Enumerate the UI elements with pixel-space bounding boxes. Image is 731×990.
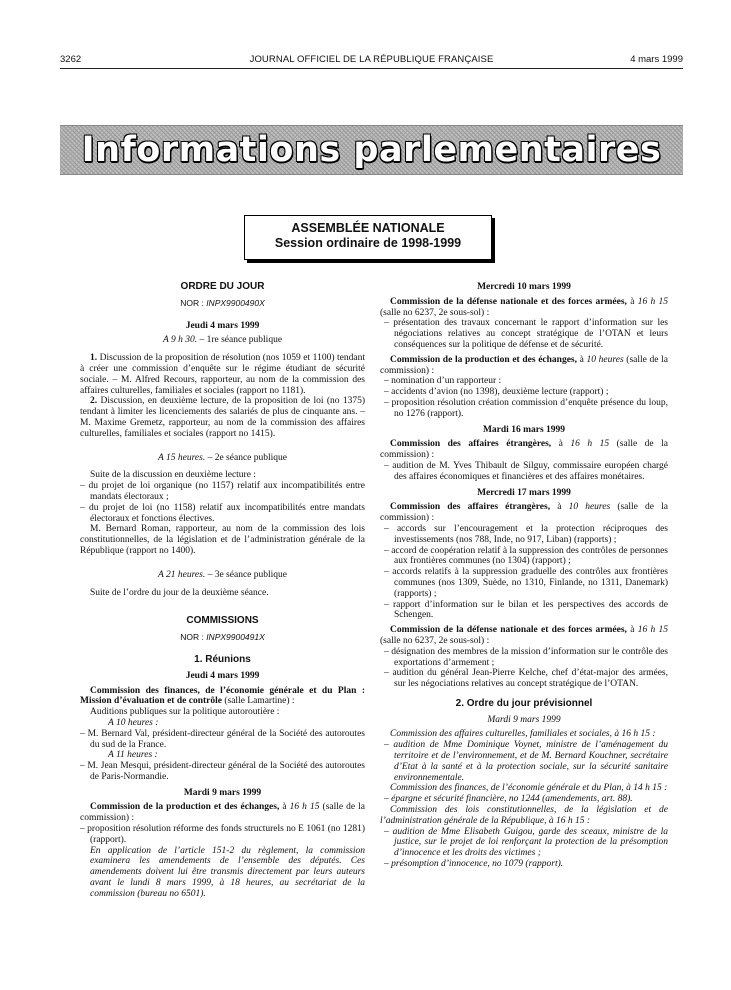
list-item: – accords relatifs à la suppression graduelle des contrôles aux frontières communes (nos 1309, Suède, no 1310, Finlande, no 1311, Danemark) (rapports) ; <box>384 567 668 599</box>
right-column <box>380 282 668 870</box>
commission-entry: Commission de la défense nationale et des forces armées, à 16 h 15 (salle no 6237, 2e sous-sol) : <box>380 296 669 318</box>
session-name: Session ordinaire de 1998-1999 <box>274 236 462 250</box>
nor-reference: NOR : INPX9900490X <box>180 297 265 308</box>
commission-entry: Commission de la défense nationale et des forces armées, à 16 h 15 (salle no 6237, 2e sous-sol) : <box>380 625 669 646</box>
date-heading: Mercredi 10 mars 1999 <box>477 282 571 292</box>
seance-heading: A 15 heures. – 2e séance publique <box>157 452 287 463</box>
agenda-item-2: 2. Discussion, en deuxième lecture, de la proposition de loi (no 1375) tendant à limiter les licenciements des salariés de plus de cinquante ans. – M. Maxime Gremetz, rapporteur, au nom de la commission des affaires culturelles, familiales et sociales (rapport no 1415). <box>80 396 365 439</box>
list-item: – audition de Mme Elisabeth Guigou, garde des sceaux, ministre de la justice, sur le projet de loi renforçant la protection de la présomption d’innocence et les droits des victimes ; <box>384 826 668 859</box>
list-item: – désignation des membres de la mission d’information sur le contrôle des exportations d’armement ; <box>384 646 668 668</box>
list-item: – accidents d’avion (no 1398), deuxième lecture (rapport) ; <box>384 387 609 398</box>
time-label: A 10 heures : <box>108 717 159 728</box>
list-item: – M. Jean Mesqui, président-directeur général de la Société des autoroutes de Paris-Normandie. <box>80 761 365 782</box>
ordre-du-jour-heading: ORDRE DU JOUR <box>180 281 265 292</box>
nor-reference: NOR : INPX9900491X <box>180 632 265 643</box>
date-heading: Jeudi 4 mars 1999 <box>185 320 260 331</box>
list-item: – du projet de loi (no 1158) relatif aux incompatibilités entre mandats électoraux et fonctions électives. <box>80 502 365 524</box>
list-item: – épargne et sécurité financière, no 1244 (amendements, art. 88). <box>384 794 633 805</box>
commission-entry: Commission des affaires culturelles, familiales et sociales, à 16 h 15 : <box>390 729 656 740</box>
list-item: – présomption d’innocence, no 1079 (rapport). <box>384 859 564 870</box>
seance-heading: A 9 h 30. – 1re séance publique <box>162 335 283 346</box>
list-item: – présentation des travaux concernant le rapport d’information sur les négociations relatives au concept stratégique de l’OTAN et leurs conséquences sur la politique de défense et de sécurité. <box>384 318 668 350</box>
section-banner <box>60 125 683 175</box>
list-item: – nomination d’un rapporteur : <box>384 376 502 387</box>
list-item: – proposition résolution création commission d’enquête présence du loup, no 1276 (rapport). <box>384 397 668 419</box>
commission-entry: Commission de la production et des échanges, à 10 heures (salle de la commission) : <box>380 354 668 376</box>
agenda-text: Suite de la discussion en deuxième lecture : <box>90 470 256 481</box>
commission-entry: Commission des finances, de l’économie générale et du Plan : Mission d’évaluation et de contrôle (salle Lamartine) : <box>80 685 365 707</box>
commissions-heading: COMMISSIONS <box>186 615 259 627</box>
commission-entry: Commission des finances, de l’économie générale et du Plan, à 14 h 15 : <box>390 783 668 794</box>
page-header <box>60 54 683 68</box>
agenda-item-1: 1. Discussion de la proposition de résolution (nos 1059 et 1100) tendant à créer une commission d’enquête sur le régime étudiant de sécurité sociale. – M. Alfred Recours, rapporteur, au nom de la commission des affaires culturelles, familiales et sociales (rapport no 1181). <box>80 353 365 396</box>
left-column <box>80 282 365 900</box>
assembly-box <box>244 215 492 260</box>
list-item: – audition du général Jean-Pierre Kelche, chef d’état-major des armées, sur les négociations relatives au concept stratégique de l’OTAN. <box>384 668 668 690</box>
header-rule <box>60 68 683 69</box>
list-item: – M. Bernard Val, président-directeur général de la Société des autoroutes du sud de la France. <box>80 728 365 750</box>
date-heading: Mardi 9 mars 1999 <box>183 787 262 798</box>
commission-entry: Commission des affaires étrangères, à 16 h 15 (salle de la commission) : <box>380 439 668 461</box>
rapporteur-text: M. Bernard Roman, rapporteur, au nom de la commission des lois constitutionnelles, de la législation et de l’administration générale de la République (rapport no 1400). <box>80 524 365 556</box>
date-heading: Mardi 9 mars 1999 <box>487 714 561 725</box>
list-item: – rapport d’information sur le bilan et les perspectives des accords de Schengen. <box>384 599 668 621</box>
date-heading: Mercredi 17 mars 1999 <box>477 487 571 498</box>
procedure-note: En application de l’article 151-2 du règlement, la commission examinera les amendements de l’ensemble des députés. Ces amendements doivent lui être transmis directement par leurs auteurs avant le lundi 8 mars 1999, à 18 heures, au secrétariat de la commission (bureau no 6501). <box>90 845 365 899</box>
commission-entry: Commission des affaires étrangères, à 10 heures (salle de la commission) : <box>380 502 668 524</box>
agenda-text: Suite de l’ordre du jour de la deuxième séance. <box>90 587 269 598</box>
agenda-text: Auditions publiques sur la politique autoroutière : <box>90 707 280 718</box>
date-heading: Mardi 16 mars 1999 <box>482 424 566 435</box>
issue-date: 4 mars 1999 <box>630 54 683 65</box>
list-item: – accords sur l’encouragement et la protection réciproques des investissements (nos 788, Inde, no 917, Liban) (rapports) ; <box>384 523 668 545</box>
reunions-heading: 1. Réunions <box>194 653 251 665</box>
commission-entry: Commission de la production et des échanges, à 16 h 15 (salle de la commission) : <box>80 802 365 824</box>
page-number: 3262 <box>60 54 82 65</box>
previsionnel-heading: 2. Ordre du jour prévisionnel <box>455 697 593 709</box>
date-heading: Jeudi 4 mars 1999 <box>185 670 260 681</box>
list-item: – audition de Mme Dominique Voynet, ministre de l’aménagement du territoire et de l’environnement, et de M. Bernard Kouchner, secrétaire d’Etat à la santé et à la protection sociale, sur la sécurité sanitaire environnementale. <box>384 740 668 783</box>
banner-title: Informations parlementaires <box>81 130 662 170</box>
list-item: – proposition résolution réforme des fonds structurels no E 1061 (no 1281) (rapport). <box>80 824 365 845</box>
time-label: A 11 heures : <box>108 750 158 761</box>
journal-title: JOURNAL OFFICIEL DE LA RÉPUBLIQUE FRANÇAISE <box>249 54 494 65</box>
list-item: – du projet de loi organique (no 1157) relatif aux incompatibilités entre mandats électoraux ; <box>80 481 365 502</box>
list-item: – accord de coopération relatif à la suppression des contrôles de personnes aux frontières communes (no 1304) (rapport) ; <box>384 545 668 567</box>
seance-heading: A 21 heures. – 3e séance publique <box>157 569 287 580</box>
list-item: – audition de M. Yves Thibault de Silguy, commissaire européen chargé des affaires économiques et financières et des affaires monétaires. <box>384 460 668 482</box>
commission-entry: Commission des lois constitutionnelles, de la législation et de l’administration générale de la République, à 16 h 15 : <box>380 805 668 826</box>
assembly-name: ASSEMBLÉE NATIONALE <box>291 221 445 235</box>
